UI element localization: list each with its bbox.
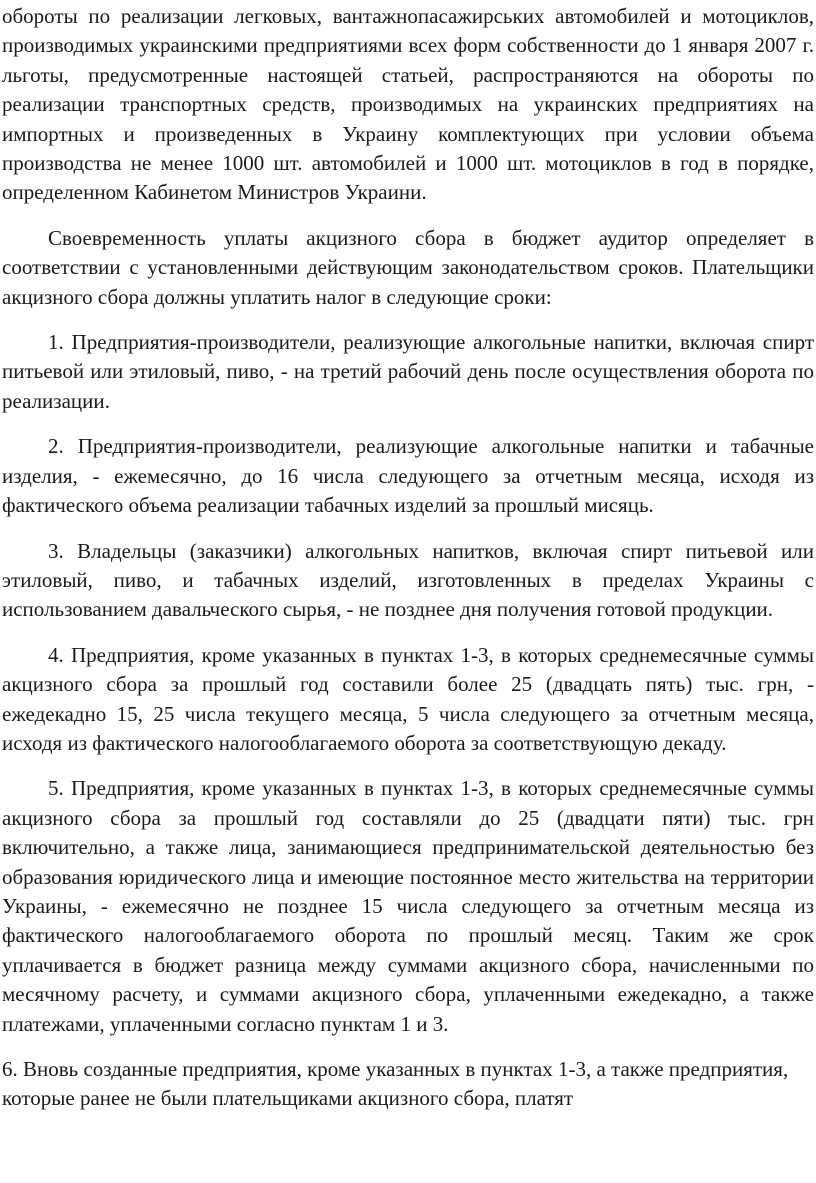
paragraph-item-5: 5. Предприятия, кроме указанных в пунктах 1-3, в которых среднемесячные суммы акцизного сбора за прошлый год составляли до 25 (двадцати пяти) тыс. грн включительно, а также лица, занимающиеся предпринимательской деятельностью без образования юридического лица и имеющие постоянное место жительства на территории Украины, - ежемесячно не позднее 15 числа следующего за отчетным месяца из фактического налогооблагаемого оборота по прошлый месяц. Таким же срок уплачивается в бюджет разница между суммами акцизного сбора, начисленными по месячному расчету, и суммами акцизного сбора, уплаченными ежедекадно, а также платежами, уплаченными согласно пунктам 1 и 3.	[2, 776, 814, 1036]
paragraph-item-6: 6. Вновь созданные предприятия, кроме указанных в пунктах 1-3, а также предприятия, которые ранее не были плательщиками акцизного сбора, платят	[2, 1057, 789, 1111]
paragraph-item-3: 3. Владельцы (заказчики) алкогольных напитков, включая спирт питьевой или этиловый, пиво, и табачных изделий, изготовленных в пределах Украины с использованием давальческого сырья, - не позднее дня получения готовой продукции.	[2, 538, 814, 622]
paragraph-item-1: 1. Предприятия-производители, реализующие алкогольные напитки, включая спирт питьевой или этиловый, пиво, - на третий рабочий день после осуществления оборота по реализации.	[2, 330, 814, 413]
paragraph-item-2: 2. Предприятия-производители, реализующие алкогольные напитки и табачные изделия, - ежемесячно, до 16 числа следующего за отчетным месяца, исходя из фактического объема реализации табачных изделий за прошлый мисяць.	[2, 434, 814, 518]
paragraph-timeliness: Своевременность уплаты акцизного сбора в бюджет аудитор определяет в соответствии с установленными действующим законодательством сроков. Плательщики акцизного сбора должны уплатить налог в следующие сроки:	[2, 225, 814, 309]
paragraph-item-4: 4. Предприятия, кроме указанных в пунктах 1-3, в которых среднемесячные суммы акцизного сбора за прошлый год составили более 25 (двадцать пять) тыс. грн, - ежедекадно 15, 25 числа текущего месяца, 5 числа следующего за отчетным месяца, исходя из фактического налогооблагаемого оборота за соответствующую декаду.	[2, 642, 814, 755]
paragraph-continuation: обороты по реализации легковых, вантажнопасажирських автомобилей и мотоциклов, производимых украинскими предприятиями всех форм собственности до 1 января 2007 г. льготы, предусмотренные настоящей статьей, распространяются на обороты по реализации транспортных средств, производимых на украинских предприятиях на импортных и произведенных в Украину комплектующих при условии объема производства не менее 1000 шт. автомобилей и 1000 шт. мотоциклов в год в порядке, определенном Кабинетом Министров Украини.	[2, 4, 814, 205]
